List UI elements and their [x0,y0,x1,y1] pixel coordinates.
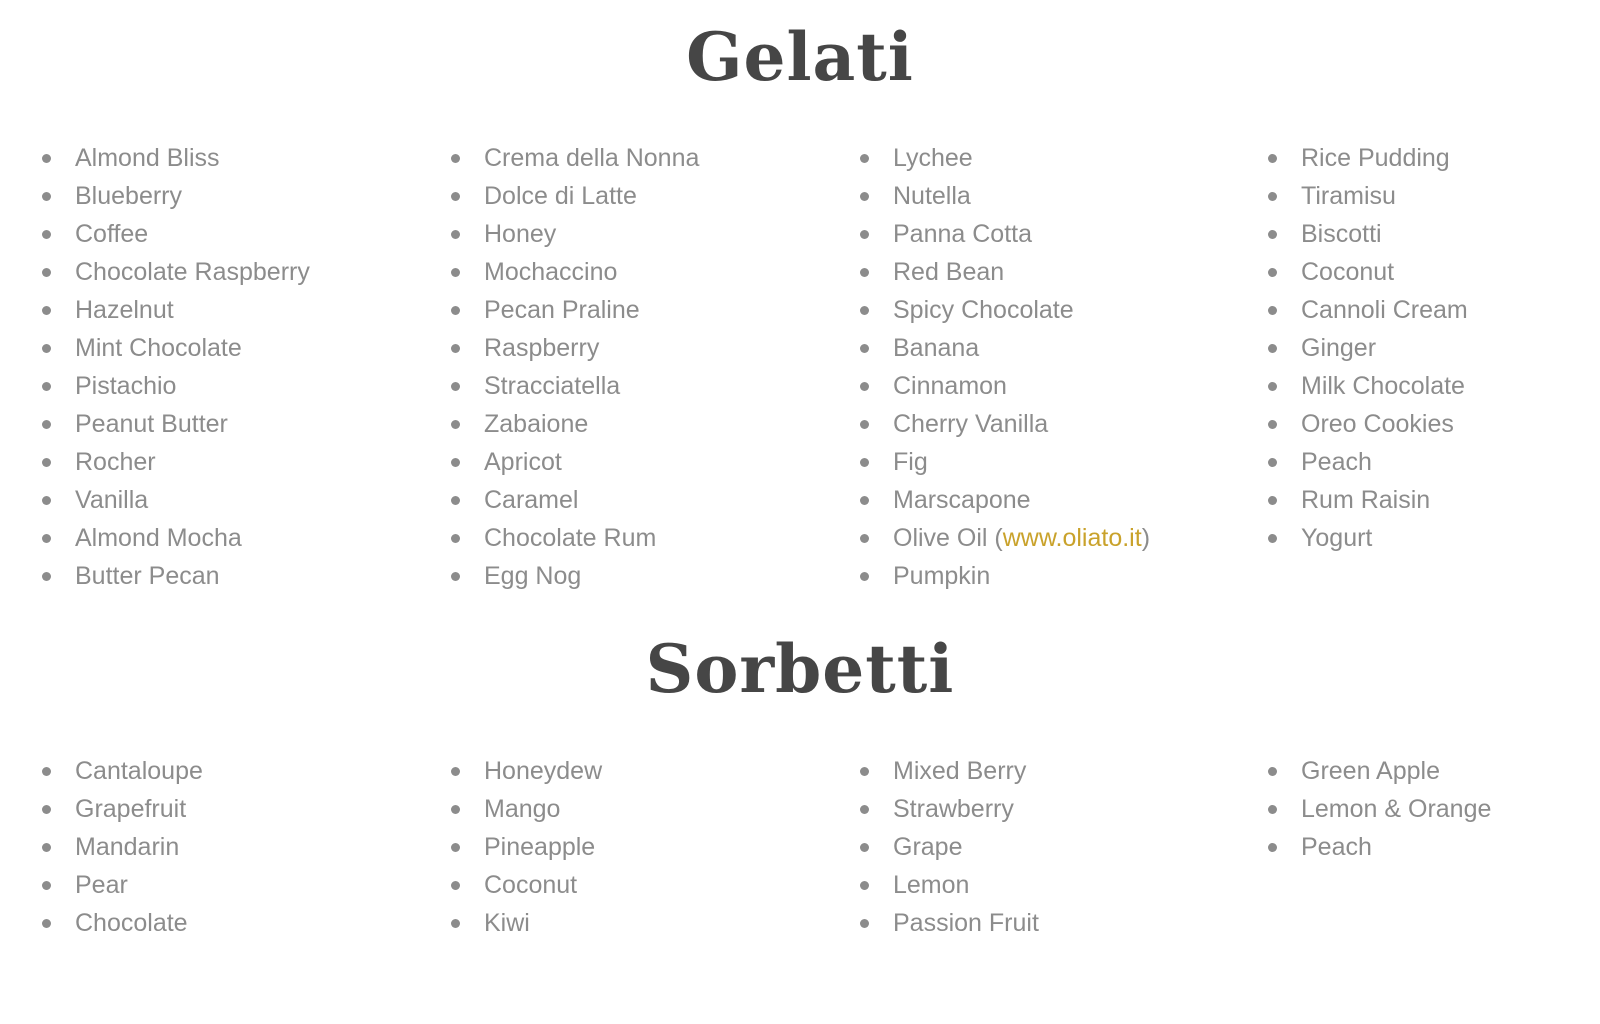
bullet-icon [451,344,460,353]
bullet-icon [860,843,869,852]
bullet-icon [860,496,869,505]
flavor-item [451,481,699,519]
bullet-icon [1268,154,1277,163]
flavor-item [451,253,699,291]
flavor-label: Biscotti [1301,220,1382,248]
bullet-icon [860,767,869,776]
flavor-item [1268,367,1468,405]
flavor-label: Egg Nog [484,562,582,590]
flavor-item [860,752,1039,790]
bullet-icon [860,382,869,391]
flavor-label: Grape [893,833,963,861]
bullet-icon [42,154,51,163]
flavor-label: Oreo Cookies [1301,410,1454,438]
bullet-icon [1268,534,1277,543]
bullet-icon [451,881,460,890]
flavor-item [42,519,310,557]
flavor-item [451,329,699,367]
bullet-icon [860,534,869,543]
bullet-icon [42,306,51,315]
flavor-label: Pumpkin [893,562,991,590]
bullet-icon [451,458,460,467]
bullet-icon [1268,458,1277,467]
flavor-label: Peach [1301,833,1372,861]
flavor-label: Raspberry [484,334,600,362]
flavor-item [451,828,602,866]
gelati-column-3 [860,139,1150,595]
bullet-icon [42,458,51,467]
oliato-link[interactable]: www.oliato.it [1002,524,1142,552]
flavor-label: Cinnamon [893,372,1007,400]
bullet-icon [1268,268,1277,277]
bullet-icon [42,919,51,928]
flavor-item [1268,177,1468,215]
bullet-icon [42,382,51,391]
bullet-icon [42,534,51,543]
flavor-label: Mint Chocolate [75,334,242,362]
flavor-item [451,215,699,253]
sorbetti-column-4 [1268,752,1491,866]
bullet-icon [42,268,51,277]
flavor-label: Yogurt [1301,524,1373,552]
flavor-label: Hazelnut [75,296,174,324]
sorbetti-column-3 [860,752,1039,942]
flavor-label: Crema della Nonna [484,144,700,172]
flavor-item [1268,752,1491,790]
bullet-icon [1268,805,1277,814]
flavor-item [42,790,203,828]
flavor-item-olive-oil [860,519,1150,557]
flavor-item [451,291,699,329]
flavor-label: Ginger [1301,334,1377,362]
flavor-label: Lychee [893,144,973,172]
bullet-icon [451,919,460,928]
bullet-icon [1268,767,1277,776]
bullet-icon [860,306,869,315]
flavor-item [451,405,699,443]
bullet-icon [42,805,51,814]
flavor-label: Rocher [75,448,156,476]
flavor-item [1268,481,1468,519]
bullet-icon [451,496,460,505]
flavor-label: Dolce di Latte [484,182,637,210]
flavor-item [42,291,310,329]
flavor-label: Peach [1301,448,1372,476]
flavor-item [451,790,602,828]
bullet-icon [451,154,460,163]
flavor-item [860,828,1039,866]
flavor-label: Rum Raisin [1301,486,1431,514]
flavor-item [42,828,203,866]
flavor-label: Red Bean [893,258,1005,286]
bullet-icon [1268,344,1277,353]
bullet-icon [860,919,869,928]
flavor-label: Caramel [484,486,579,514]
flavor-label: Almond Mocha [75,524,242,552]
flavor-label: Banana [893,334,980,362]
flavor-item [42,443,310,481]
sorbetti-column-1 [42,752,203,942]
flavor-label: Strawberry [893,795,1014,823]
bullet-icon [1268,496,1277,505]
bullet-icon [42,230,51,239]
flavor-item [42,557,310,595]
flavor-item [860,904,1039,942]
flavor-item [1268,405,1468,443]
flavor-label: Cherry Vanilla [893,410,1049,438]
bullet-icon [451,843,460,852]
bullet-icon [860,268,869,277]
flavor-label-suffix: ) [1141,524,1151,552]
gelati-heading: Gelati [686,18,914,96]
flavor-item [860,443,1150,481]
flavor-label: Chocolate [75,909,188,937]
flavor-item [860,367,1150,405]
flavor-label: Pecan Praline [484,296,640,324]
bullet-icon [860,881,869,890]
bullet-icon [42,496,51,505]
bullet-icon [451,192,460,201]
flavor-item [42,329,310,367]
flavor-item [860,557,1150,595]
bullet-icon [860,805,869,814]
flavor-label: Apricot [484,448,562,476]
flavor-label: Almond Bliss [75,144,220,172]
flavor-item [860,405,1150,443]
flavor-item [1268,519,1468,557]
bullet-icon [860,572,869,581]
bullet-icon [42,420,51,429]
bullet-icon [42,881,51,890]
bullet-icon [451,572,460,581]
flavor-item [1268,215,1468,253]
bullet-icon [451,306,460,315]
flavor-label: Green Apple [1301,757,1440,785]
flavor-label: Coconut [1301,258,1395,286]
flavor-label: Mochaccino [484,258,618,286]
flavor-label: Fig [893,448,928,476]
flavor-label: Cannoli Cream [1301,296,1468,324]
flavor-label: Pistachio [75,372,177,400]
flavor-item [860,177,1150,215]
flavor-item [451,557,699,595]
flavor-label: Coffee [75,220,149,248]
flavor-item [1268,828,1491,866]
bullet-icon [1268,843,1277,852]
flavor-item [451,866,602,904]
bullet-icon [451,268,460,277]
bullet-icon [860,230,869,239]
bullet-icon [451,420,460,429]
flavor-item [1268,443,1468,481]
gelati-column-2 [451,139,699,595]
flavor-item [42,215,310,253]
flavor-label: Peanut Butter [75,410,228,438]
flavor-label: Lemon & Orange [1301,795,1492,823]
flavor-item [860,866,1039,904]
flavor-label: Coconut [484,871,578,899]
flavor-label: Chocolate Raspberry [75,258,310,286]
flavor-label: Vanilla [75,486,149,514]
bullet-icon [1268,306,1277,315]
flavor-item [42,367,310,405]
flavor-label: Milk Chocolate [1301,372,1465,400]
flavor-label: Blueberry [75,182,182,210]
flavor-item [1268,329,1468,367]
flavor-item [860,481,1150,519]
flavor-item [42,866,203,904]
flavor-item [860,291,1150,329]
bullet-icon [42,767,51,776]
bullet-icon [1268,420,1277,429]
sorbetti-heading: Sorbetti [645,630,955,708]
flavor-item [860,139,1150,177]
flavor-item [860,329,1150,367]
bullet-icon [1268,192,1277,201]
flavor-item [451,177,699,215]
flavor-label: Mango [484,795,561,823]
flavor-item [1268,790,1491,828]
bullet-icon [860,192,869,201]
flavor-item [42,405,310,443]
bullet-icon [860,344,869,353]
flavor-label: Chocolate Rum [484,524,657,552]
flavor-label: Tiramisu [1301,182,1396,210]
flavor-item [42,253,310,291]
flavor-item [42,177,310,215]
bullet-icon [860,420,869,429]
flavor-item [451,904,602,942]
gelati-column-4 [1268,139,1468,557]
flavor-item [451,367,699,405]
bullet-icon [42,843,51,852]
bullet-icon [451,534,460,543]
flavor-item [860,790,1039,828]
bullet-icon [451,805,460,814]
bullet-icon [451,767,460,776]
flavor-item [42,139,310,177]
flavor-label: Panna Cotta [893,220,1032,248]
flavor-item [42,481,310,519]
flavor-label: Kiwi [484,909,530,937]
flavor-label: Marscapone [893,486,1031,514]
bullet-icon [42,192,51,201]
flavor-label: Pineapple [484,833,596,861]
bullet-icon [860,154,869,163]
flavor-label: Lemon [893,871,970,899]
flavor-label: Honey [484,220,557,248]
flavor-label: Mixed Berry [893,757,1027,785]
bullet-icon [42,344,51,353]
flavor-label: Spicy Chocolate [893,296,1074,324]
flavor-item [42,752,203,790]
flavor-item [42,904,203,942]
flavor-item [451,752,602,790]
flavor-item [451,139,699,177]
sorbetti-column-2 [451,752,602,942]
bullet-icon [1268,382,1277,391]
flavor-label: Stracciatella [484,372,621,400]
bullet-icon [860,458,869,467]
flavor-label: Cantaloupe [75,757,203,785]
flavor-item [860,215,1150,253]
flavor-label: Passion Fruit [893,909,1039,937]
bullet-icon [451,382,460,391]
flavor-item [451,443,699,481]
flavor-label: Mandarin [75,833,180,861]
flavor-item [860,253,1150,291]
flavor-item [451,519,699,557]
flavor-label: Grapefruit [75,795,187,823]
flavor-label: Nutella [893,182,971,210]
bullet-icon [42,572,51,581]
flavor-item [1268,139,1468,177]
flavor-label: Olive Oil ( [893,524,1003,552]
bullet-icon [451,230,460,239]
flavor-label: Honeydew [484,757,603,785]
flavor-label: Zabaione [484,410,589,438]
flavor-label: Rice Pudding [1301,144,1450,172]
bullet-icon [1268,230,1277,239]
flavor-label: Butter Pecan [75,562,220,590]
flavor-label: Pear [75,871,128,899]
flavor-item [1268,291,1468,329]
gelati-column-1 [42,139,310,595]
flavor-item [1268,253,1468,291]
